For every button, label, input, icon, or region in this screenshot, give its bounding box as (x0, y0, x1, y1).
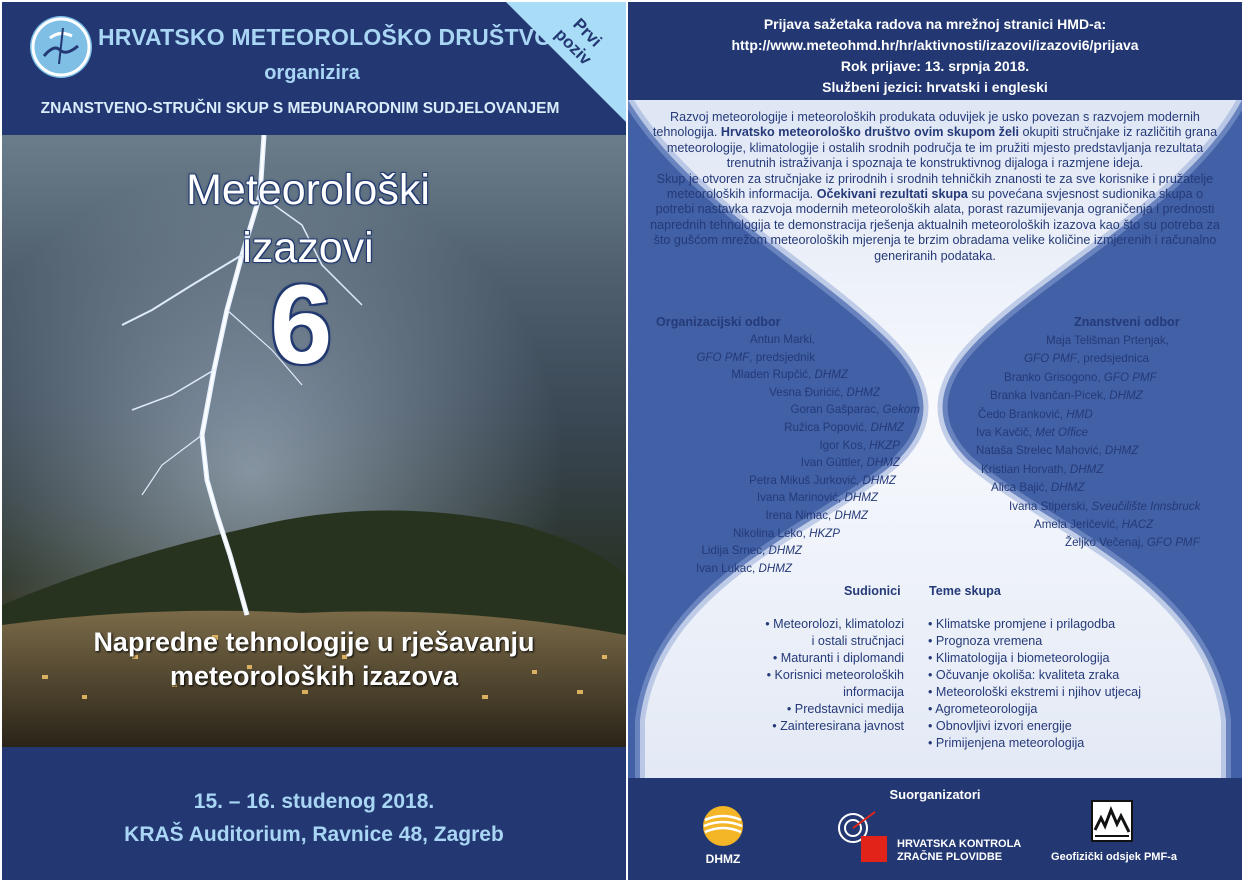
member-affiliation: DHMZ (870, 421, 904, 434)
committee-member (750, 333, 815, 347)
member-name: Željko Večenaj, (1065, 536, 1147, 550)
submission-line: Prijava sažetaka radova na mrežnoj stranici HMD-a: (763, 16, 1107, 32)
member-name: Igor Kos, (819, 438, 870, 452)
event-theme: Napredne tehnologije u rješavanju meteoroloških izazova (93, 627, 535, 691)
member-name: Nikolina Leko, (733, 526, 810, 540)
event-dates: 15. – 16. studenog 2018. (193, 790, 435, 813)
member-name: Čedo Branković, (978, 407, 1067, 421)
hkzp-label-line2: ZRAČNE PLOVIDBE (897, 851, 1003, 863)
organizer-name: HRVATSKO METEOROLOŠKO DRUŠTVO (98, 24, 553, 50)
member-name: Iva Kavčič, (976, 426, 1036, 439)
flyer-info (628, 2, 1242, 880)
intro-paragraph-1 (648, 110, 1222, 172)
lightning-photo (2, 135, 626, 747)
cover-header (2, 2, 626, 135)
hkzp-logo-icon (835, 806, 895, 871)
organizer-action: organizira (264, 62, 360, 84)
gfo-logo-icon (1091, 800, 1133, 847)
member-affiliation: DHMZ (814, 368, 848, 382)
event-title-line2: izazovi (242, 224, 374, 272)
committee-member (1004, 371, 1157, 385)
member-name: Ivan Güttler, (800, 456, 867, 470)
committee-member (766, 509, 868, 523)
committee-member (731, 368, 848, 382)
member-name: Maja Telišman Prtenjak, (1046, 334, 1169, 347)
member-name: Lidija Srnec, (701, 544, 769, 558)
list-item: • Agrometeorologija (928, 702, 1038, 716)
member-name: Mladen Rupčić, (731, 368, 815, 382)
coorganizers-title: Suorganizatori (889, 787, 981, 802)
intro-p2c: su povećana svjesnost sudionika skupa o potrebi nastavka razvoja modernih meteoroloških alata, porast razumijevanja ograničenja i prednosti naprednih tehnologija te demonstracija rješenja aktualnih meteoroloških izazova kao što su potreba za što gušćom mrežom meteoroloških mjerenja te brzim obradama velike količine izmjerenih i računalno generiranih podataka. (650, 187, 1220, 263)
cover-footer (2, 747, 626, 880)
member-affiliation: DHMZ (844, 491, 878, 505)
list-item: • Korisnici meteoroloških (766, 668, 904, 682)
member-affiliation: DHMZ (768, 544, 802, 558)
member-name: Amela Jeričević, (1034, 518, 1122, 531)
member-affiliation: Sveučilište Innsbruck (1091, 499, 1201, 513)
member-role: , predsjednica (1076, 352, 1149, 366)
list-item: • Meteorolozi, klimatolozi (765, 617, 904, 631)
committee-member (978, 408, 1093, 422)
submission-header (628, 2, 1242, 100)
member-affiliation: DHMZ (866, 456, 900, 470)
member-affiliation: DHMZ (1050, 481, 1085, 495)
committee-member (819, 439, 900, 453)
hkzp-label-line1: HRVATSKA KONTROLA (897, 838, 1022, 850)
member-affiliation: GFO PMF (1146, 536, 1200, 550)
member-affiliation: DHMZ (758, 561, 792, 575)
call-corner-label: Prvi poziv (551, 14, 606, 69)
intro-p2a: Skup je otvoren za stručnjake iz prirodnih i srodnih tehničkih znanosti te za sve korisnike i pružatelje meteoroloških informacija. (656, 171, 1214, 202)
committee-member (749, 474, 896, 488)
list-item: • Predstavnici medija (786, 702, 904, 716)
member-name: Ivan Lukac, (695, 561, 759, 575)
coorganizers-footer (628, 778, 1242, 880)
list-item: • Prognoza vremena (928, 634, 1043, 648)
committee-member (991, 481, 1084, 495)
member-name: Vesna Đurićić, (769, 385, 847, 399)
member-affiliation: Gekom (882, 403, 920, 417)
committee-member (790, 403, 920, 417)
committee-member (733, 527, 840, 541)
dhmz-label: DHMZ (705, 852, 741, 866)
member-affiliation: DHMZ (1109, 389, 1143, 403)
gfo-label: Geofizički odsjek PMF-a (1051, 851, 1177, 863)
committee-member (990, 389, 1143, 403)
scientific-committee-title: Znanstveni odbor (1074, 315, 1180, 329)
member-affiliation: GFO PMF (696, 350, 750, 364)
hkzp-label (897, 838, 1021, 864)
list-item: • Klimatske promjene i prilagodba (928, 617, 1116, 631)
member-affiliation: HACZ (1121, 518, 1154, 531)
committee-member (1009, 500, 1200, 514)
member-name: Ivana Marinović, (756, 491, 845, 505)
intro-p1c: okupiti stručnjake iz različitih grana meteorologije, klimatologije i ostalih srodnih područja te im pružiti mjesto predstavljanja rezultata trenutnih istraživanja i spoznaja te konstruktivnog dijaloga i razmjene ideja. (666, 125, 1218, 171)
member-affiliation: DHMZ (834, 509, 868, 522)
participants-list (765, 616, 904, 735)
committee-member (769, 386, 880, 400)
committee-member (696, 351, 815, 365)
event-title-line1: Meteorološki (186, 166, 430, 214)
committee-member (757, 491, 878, 505)
member-name: Kristian Horvath, (981, 462, 1070, 476)
member-name: Irena Nimac, (765, 509, 835, 522)
committee-member (981, 463, 1103, 477)
member-role: , predsjednik (749, 350, 815, 364)
member-affiliation: Met Office (1035, 426, 1089, 439)
list-item: • Maturanti i diplomandi (772, 651, 904, 665)
committee-member (696, 562, 792, 576)
submission-url[interactable]: http://www.meteohmd.hr/hr/aktivnosti/izazovi/izazovi6/prijava (731, 37, 1139, 53)
member-affiliation: GFO PMF (1103, 370, 1157, 384)
member-affiliation: DHMZ (862, 473, 896, 487)
member-name: Antun Marki, (749, 333, 815, 346)
committee-member (1034, 518, 1153, 532)
list-item: informacija (843, 685, 904, 699)
committee-member (976, 426, 1088, 440)
submission-deadline: Rok prijave: 13. srpnja 2018. (840, 58, 1030, 74)
committee-member (701, 544, 802, 558)
member-name: Ružica Popović, (784, 421, 871, 434)
member-affiliation: DHMZ (1069, 462, 1104, 476)
flyer-cover (2, 2, 626, 880)
committee-member (1065, 536, 1200, 550)
member-name: Goran Gašparac, (790, 403, 883, 417)
list-item: • Meteorološki ekstremi i njihov utjecaj (928, 685, 1141, 699)
event-edition: 6 (270, 262, 333, 387)
member-affiliation: HMD (1066, 407, 1093, 421)
committee-member (784, 421, 904, 435)
intro-p2b: Očekivani rezultati skupa (816, 187, 968, 202)
list-item: • Primijenjena meteorologija (928, 736, 1085, 750)
intro-p1a: Razvoj meteorologije i meteoroloških produkata oduvijek je usko povezan s razvojem modernih tehnologija. (652, 110, 1200, 140)
member-affiliation: DHMZ (846, 385, 880, 399)
member-name: Branka Ivančan-Picek, (990, 389, 1110, 403)
official-languages: Službeni jezici: hrvatski i engleski (822, 79, 1048, 95)
committee-member (976, 444, 1138, 458)
member-name: Alica Bajić, (991, 481, 1051, 495)
event-title (98, 161, 518, 277)
intro-text (648, 110, 1222, 264)
participants-title: Sudionici (844, 584, 901, 598)
member-affiliation: HKZP (809, 526, 840, 540)
event-type: ZNANSTVENO-STRUČNI SKUP S MEĐUNARODNIM SUDJELOVANJEM (40, 100, 560, 117)
event-venue: KRAŠ Auditorium, Ravnice 48, Zagreb (124, 823, 504, 846)
member-affiliation: DHMZ (1104, 444, 1139, 458)
list-item: • Zainteresirana javnost (772, 719, 904, 733)
committee-member (1046, 334, 1169, 348)
topics-list (928, 616, 1141, 752)
intro-paragraph-2 (648, 172, 1222, 264)
member-affiliation: GFO PMF (1024, 352, 1077, 366)
list-item: • Obnovljivi izvori energije (928, 719, 1072, 733)
list-item: i ostali stručnjaci (811, 634, 904, 648)
organizing-committee-title: Organizacijski odbor (656, 315, 781, 329)
list-item: • Očuvanje okoliša: kvaliteta zraka (928, 668, 1120, 682)
member-name: Ivana Stiperski, (1009, 499, 1092, 513)
dhmz-logo-icon (698, 804, 748, 853)
list-item: • Klimatologija i biometeorologija (928, 651, 1110, 665)
committee-member (1024, 352, 1149, 366)
member-name: Branko Grisogono, (1004, 370, 1104, 384)
topics-title: Teme skupa (929, 584, 1001, 598)
member-name: Petra Mikuš Jurković, (749, 473, 863, 487)
member-name: Nataša Strelec Mahović, (976, 444, 1105, 458)
member-affiliation: HKZP (869, 438, 900, 452)
committee-member (801, 456, 900, 470)
intro-p1b: Hrvatsko meteorološko društvo ovim skupom želi (720, 125, 1019, 140)
